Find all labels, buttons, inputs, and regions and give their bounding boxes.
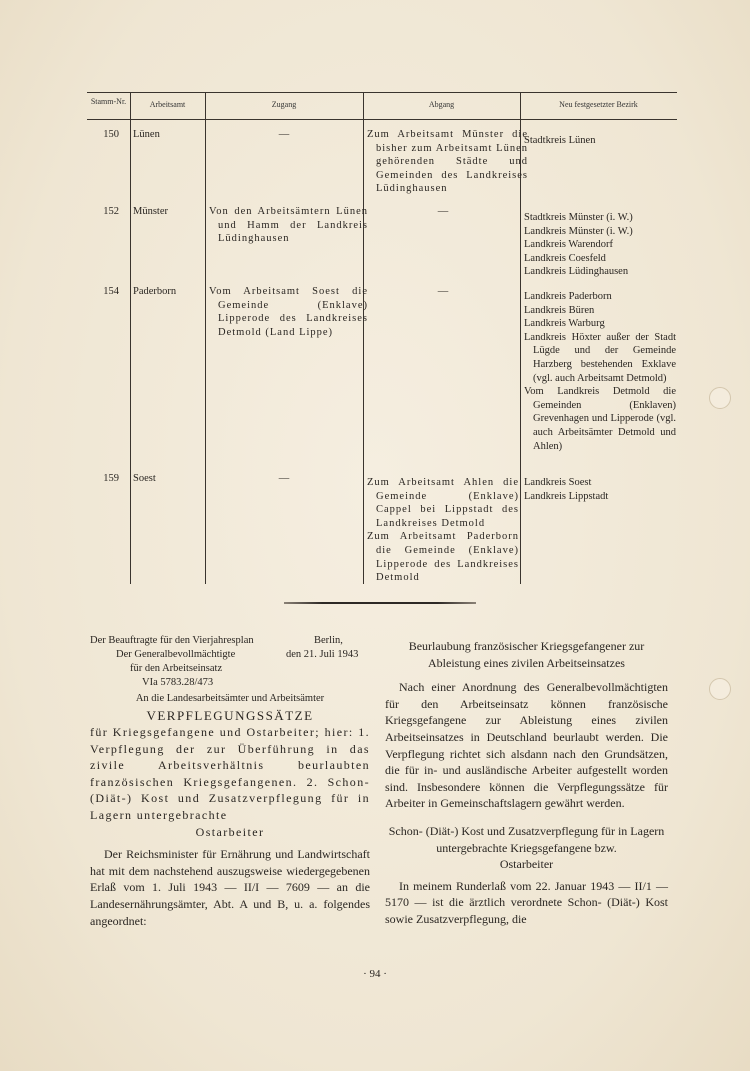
section-divider	[284, 602, 476, 604]
bezirk-item: Landkreis Warburg	[524, 318, 605, 330]
section-heading-2: Schon- (Diät-) Kost und Zusatzverpflegung für in Lagern untergebrachte Kriegsgefangene bzw.	[388, 823, 665, 855]
bezirk-item: Stadtkreis Lünen	[524, 135, 596, 146]
header-arbeitsamt: Arbeitsamt	[149, 100, 186, 109]
bezirk-item: Landkreis Lüdinghausen	[524, 266, 629, 278]
row-arbeitsamt: Soest	[133, 473, 156, 484]
row-abgang: Zum Arbeitsamt Münster die bisher zum Arbeitsamt Lünen gehörenden Städte und Gemeinden des Landkreises Lüdinghausen	[367, 129, 528, 195]
reference-number: VIa 5783.28/473	[142, 677, 214, 688]
row-bezirk	[524, 211, 676, 279]
place: Berlin,	[314, 635, 343, 646]
sender-line-3: für den Arbeitseinsatz	[130, 663, 223, 674]
row-zugang: —	[278, 129, 290, 140]
row-zugang: —	[278, 473, 290, 484]
decree-title: VERPFLEGUNGSSÄTZE	[146, 707, 314, 723]
paragraph-2: In meinem Runderlaß vom 22. Januar 1943 — II/1 — 5170 — ist die ärztlich verordnete Schon- (Diät-) Kost sowie Zusatzverpflegung, die	[385, 878, 668, 926]
row-abgang	[367, 476, 519, 585]
row-nr: 154	[103, 286, 119, 297]
row-zugang: Von den Arbeitsämtern Lünen und Hamm der Landkreis Lüdinghausen	[209, 206, 368, 245]
bezirk-item: Landkreis Münster (i. W.)	[524, 225, 633, 237]
row-bezirk	[524, 476, 676, 503]
body-paragraph: Der Reichsminister für Ernährung und Landwirtschaft hat mit dem nachstehend auszugsweise wiedergegebenen Erlaß vom 1. Juli 1943 — II/I — 7609 — an die Landesernährungsämter, Abt. A und B, u. a. folgendes angeordnet:	[90, 847, 370, 928]
row-bezirk	[524, 134, 676, 148]
bezirk-item: Landkreis Büren	[524, 304, 595, 316]
bezirk-item: Stadtkreis Münster (i. W.)	[524, 212, 633, 223]
row-arbeitsamt: Lünen	[133, 129, 160, 140]
section-heading-2-last: Ostarbeiter	[499, 857, 554, 872]
paragraph-1: Nach einer Anordnung des Generalbevollmächtigten für den Arbeitseinsatz können französische Kriegsgefangene zur Ableistung eines zivilen Arbeitseinsatzes in Deutschland beurlaubt werden. Die Verpflegung richtet sich alsdann nach den Grundsätzen, die für in- und ausländische Arbeiter aufgestellt worden sind. Insbesondere können die Verpflegungssätze für Arbeiter in Gemeinschaftslagern gewährt werden.	[385, 680, 668, 811]
header-stamm-nr: Stamm-Nr.	[90, 97, 127, 106]
row-zugang: Vom Arbeitsamt Soest die Gemeinde (Enklave) Lipperode des Landkreises Detmold (Land Lippe)	[209, 286, 368, 338]
bezirk-item: Landkreis Warendorf	[524, 239, 614, 251]
row-bezirk	[524, 290, 676, 453]
header-zugang: Zugang	[271, 100, 297, 109]
row-arbeitsamt: Münster	[133, 206, 168, 217]
sender-line-2: Der Generalbevollmächtigte	[116, 649, 236, 660]
bezirk-item: Landkreis Coesfeld	[524, 252, 606, 264]
row-nr: 159	[103, 473, 119, 484]
section-heading-1: Beurlaubung französischer Kriegsgefangener zur Ableistung eines zivilen Arbeitseinsatzes	[408, 639, 645, 670]
left-column	[90, 634, 370, 929]
header-bezirk: Neu festgesetzter Bezirk	[559, 100, 638, 109]
bezirk-item: Vom Landkreis Detmold die Gemeinden (Enklaven) Grevenhagen und Lipperode (vgl. auch Arbeitsämter Detmold und Ahlen)	[524, 386, 676, 452]
right-column	[385, 638, 668, 928]
sender-line-1: Der Beauftragte für den Vierjahresplan	[90, 635, 254, 646]
header-abgang: Abgang	[428, 100, 455, 109]
bezirk-item: Landkreis Lippstadt	[524, 490, 609, 502]
abgang-item: Zum Arbeitsamt Ahlen die Gemeinde (Enklave) Cappel bei Lippstadt des Landkreises Detmold	[367, 477, 519, 529]
decree-subtitle-last: Ostarbeiter	[195, 824, 265, 839]
bezirk-item: Landkreis Paderborn	[524, 291, 612, 302]
bezirk-item: Landkreis Soest	[524, 477, 592, 488]
row-nr: 150	[103, 129, 119, 140]
bezirk-item: Landkreis Höxter außer der Stadt Lügde und der Gemeinde Harzberg bestehenden Exklave (vgl. auch Arbeitsamt Detmold)	[524, 331, 676, 384]
abgang-item: Zum Arbeitsamt Paderborn die Gemeinde (Enklave) Lipperode des Landkreises Detmold	[367, 531, 519, 584]
row-abgang: —	[437, 286, 449, 297]
date: den 21. Juli 1943	[286, 649, 359, 660]
punch-hole-bottom	[709, 678, 731, 700]
page-number: · 94 ·	[363, 968, 387, 980]
letterhead	[90, 634, 370, 690]
decree-subtitle: für Kriegsgefangene und Ostarbeiter; hier: 1. Verpflegung der zur Überführung in das zivile Arbeitsverhältnis beurlaubten französischen Kriegsgefangenen. 2. Schon- (Diät-) Kost und Zusatzverpflegung für in Lagern untergebrachte	[90, 725, 370, 823]
punch-hole-top	[709, 387, 731, 409]
row-nr: 152	[103, 206, 119, 217]
row-abgang: —	[437, 206, 449, 217]
district-table	[87, 92, 677, 584]
row-arbeitsamt: Paderborn	[133, 286, 177, 297]
recipient: An die Landesarbeitsämter und Arbeitsämter	[135, 693, 325, 704]
